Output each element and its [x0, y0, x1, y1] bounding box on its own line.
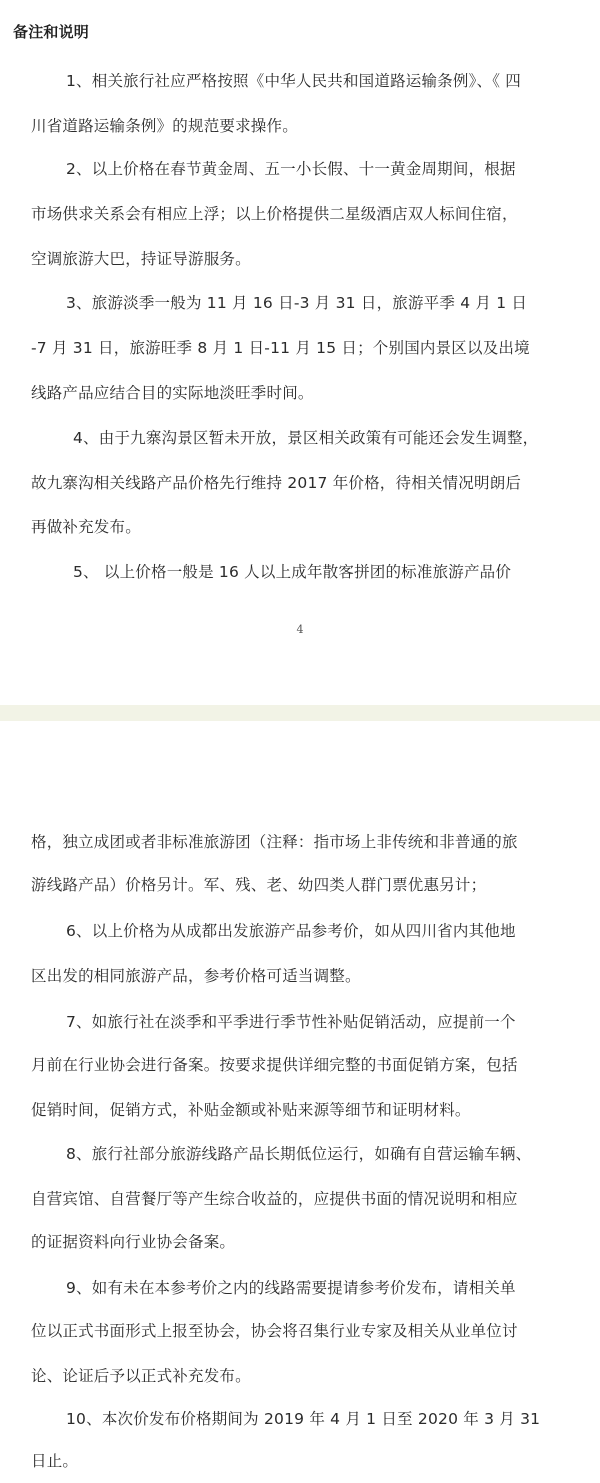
- text-line: 4、由于九寨沟景区暂未开放，景区相关政策有可能还会发生调整，: [73, 429, 539, 447]
- text-line: 月前在行业协会进行备案。按要求提供详细完整的书面促销方案，包括: [31, 1056, 518, 1074]
- text-line: 自营宾馆、自营餐厅等产生综合收益的，应提供书面的情况说明和相应: [31, 1190, 518, 1208]
- document-page-bottom: [0, 721, 600, 1483]
- text-line: 日止。: [31, 1452, 79, 1470]
- text-line: 空调旅游大巴，持证导游服务。: [31, 250, 251, 268]
- section-heading: 备注和说明: [13, 23, 90, 41]
- text-line: 位以正式书面形式上报至协会，协会将召集行业专家及相关从业单位讨: [31, 1322, 518, 1340]
- text-line: 10、本次价发布价格期间为 2019 年 4 月 1 日至 2020 年 3 月 31: [66, 1410, 541, 1428]
- text-line: 川省道路运输条例》的规范要求操作。: [31, 117, 298, 135]
- text-line: 2、以上价格在春节黄金周、五一小长假、十一黄金周期间，根据: [66, 160, 516, 178]
- document-page-top: [0, 0, 600, 705]
- text-line: 游线路产品）价格另计。军、残、老、幼四类人群门票优惠另计；: [31, 876, 487, 894]
- text-line: 8、旅行社部分旅游线路产品长期低位运行，如确有自营运输车辆、: [66, 1145, 532, 1163]
- text-line: 格，独立成团或者非标准旅游团（注释：指市场上非传统和非普通的旅: [31, 833, 518, 851]
- text-line: 再做补充发布。: [31, 518, 141, 536]
- text-line: 7、如旅行社在淡季和平季进行季节性补贴促销活动，应提前一个: [66, 1013, 516, 1031]
- text-line: 故九寨沟相关线路产品价格先行维持 2017 年价格，待相关情况明朗后: [31, 474, 522, 492]
- page-number: 4: [296, 623, 304, 636]
- page-separator: [0, 705, 600, 721]
- text-line: 区出发的相同旅游产品，参考价格可适当调整。: [31, 967, 361, 985]
- text-line: 促销时间，促销方式，补贴金额或补贴来源等细节和证明材料。: [31, 1101, 471, 1119]
- text-line: 线路产品应结合目的实际地淡旺季时间。: [31, 384, 314, 402]
- text-line: 市场供求关系会有相应上浮；以上价格提供二星级酒店双人标间住宿，: [31, 205, 518, 223]
- text-line: 1、相关旅行社应严格按照《中华人民共和国道路运输条例》、《 四: [66, 72, 521, 90]
- text-line: 3、旅游淡季一般为 11 月 16 日-3 月 31 日，旅游平季 4 月 1 日: [66, 294, 528, 312]
- text-line: 论、论证后予以正式补充发布。: [31, 1367, 251, 1385]
- text-line: 的证据资料向行业协会备案。: [31, 1233, 236, 1251]
- text-line: 5、 以上价格一般是 16 人以上成年散客拼团的标准旅游产品价: [73, 563, 512, 581]
- text-line: 6、以上价格为从成都出发旅游产品参考价，如从四川省内其他地: [66, 922, 516, 940]
- text-line: 9、如有未在本参考价之内的线路需要提请参考价发布，请相关单: [66, 1279, 516, 1297]
- text-line: -7 月 31 日，旅游旺季 8 月 1 日-11 月 15 日；个别国内景区以及出境: [31, 339, 530, 357]
